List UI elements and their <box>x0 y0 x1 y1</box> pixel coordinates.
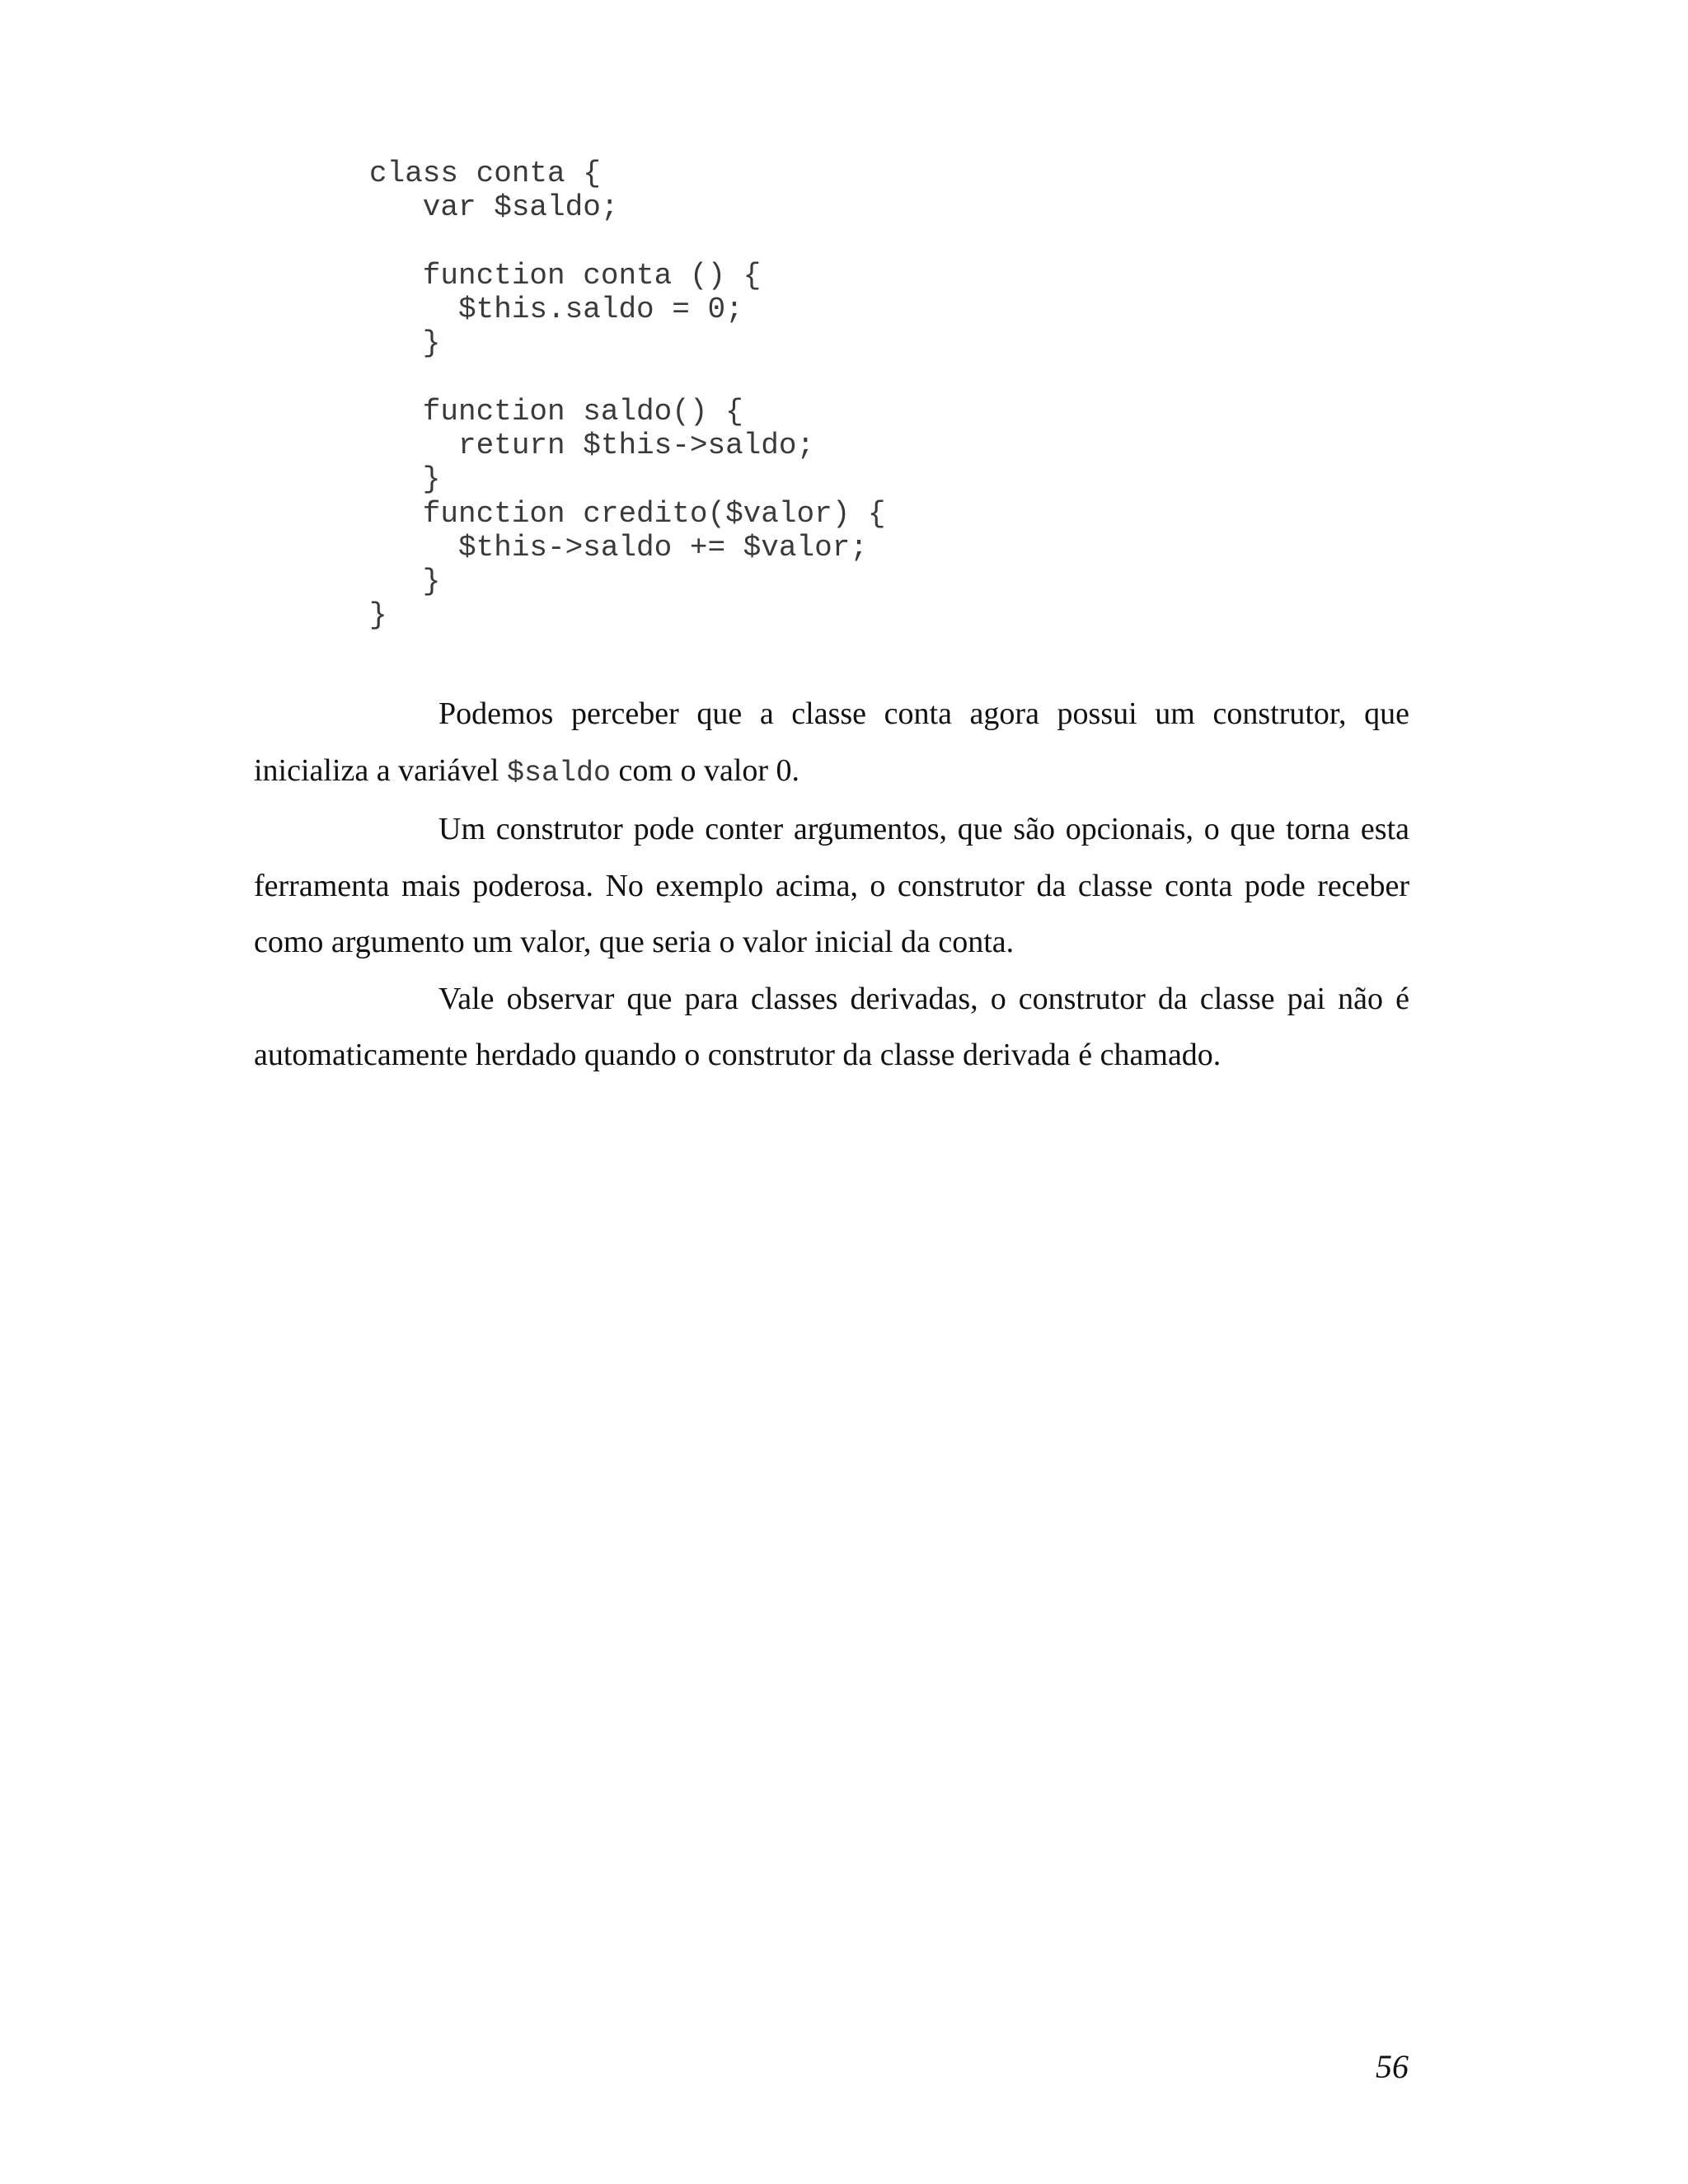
body-text <box>254 686 1409 1084</box>
code-line: function credito($valor) { <box>369 497 886 531</box>
code-line: } <box>369 565 441 598</box>
paragraph: Vale observar que para classes derivadas, o construtor da classe pai não é automaticamente herdado quando o construtor da classe derivada é chamado. <box>254 981 1409 1072</box>
paragraph-text: Podemos perceber que a classe conta agora possui um construtor, que inicializa a variável <box>254 696 1409 788</box>
code-line: } <box>369 326 441 360</box>
code-line: } <box>369 598 387 632</box>
code-line: var $saldo; <box>369 190 619 224</box>
code-line: } <box>369 462 441 496</box>
code-line: $this.saldo = 0; <box>369 293 743 326</box>
code-line: function conta () { <box>369 259 762 293</box>
paragraph: Um construtor pode conter argumentos, que são opcionais, o que torna esta ferramenta mais poderosa. No exemplo acima, o construtor da classe conta pode receber como argumento um valor, que seria o valor inicial da conta. <box>254 812 1409 959</box>
code-line: $this->saldo += $valor; <box>369 531 868 565</box>
paragraph <box>254 686 1409 801</box>
code-line: return $this->saldo; <box>369 429 815 462</box>
code-line: function saldo() { <box>369 395 743 429</box>
code-line: class conta { <box>369 157 601 190</box>
page-number: 56 <box>1376 2048 1409 2085</box>
paragraph-text: com o valor 0. <box>611 752 800 788</box>
inline-code: $saldo <box>507 756 612 790</box>
